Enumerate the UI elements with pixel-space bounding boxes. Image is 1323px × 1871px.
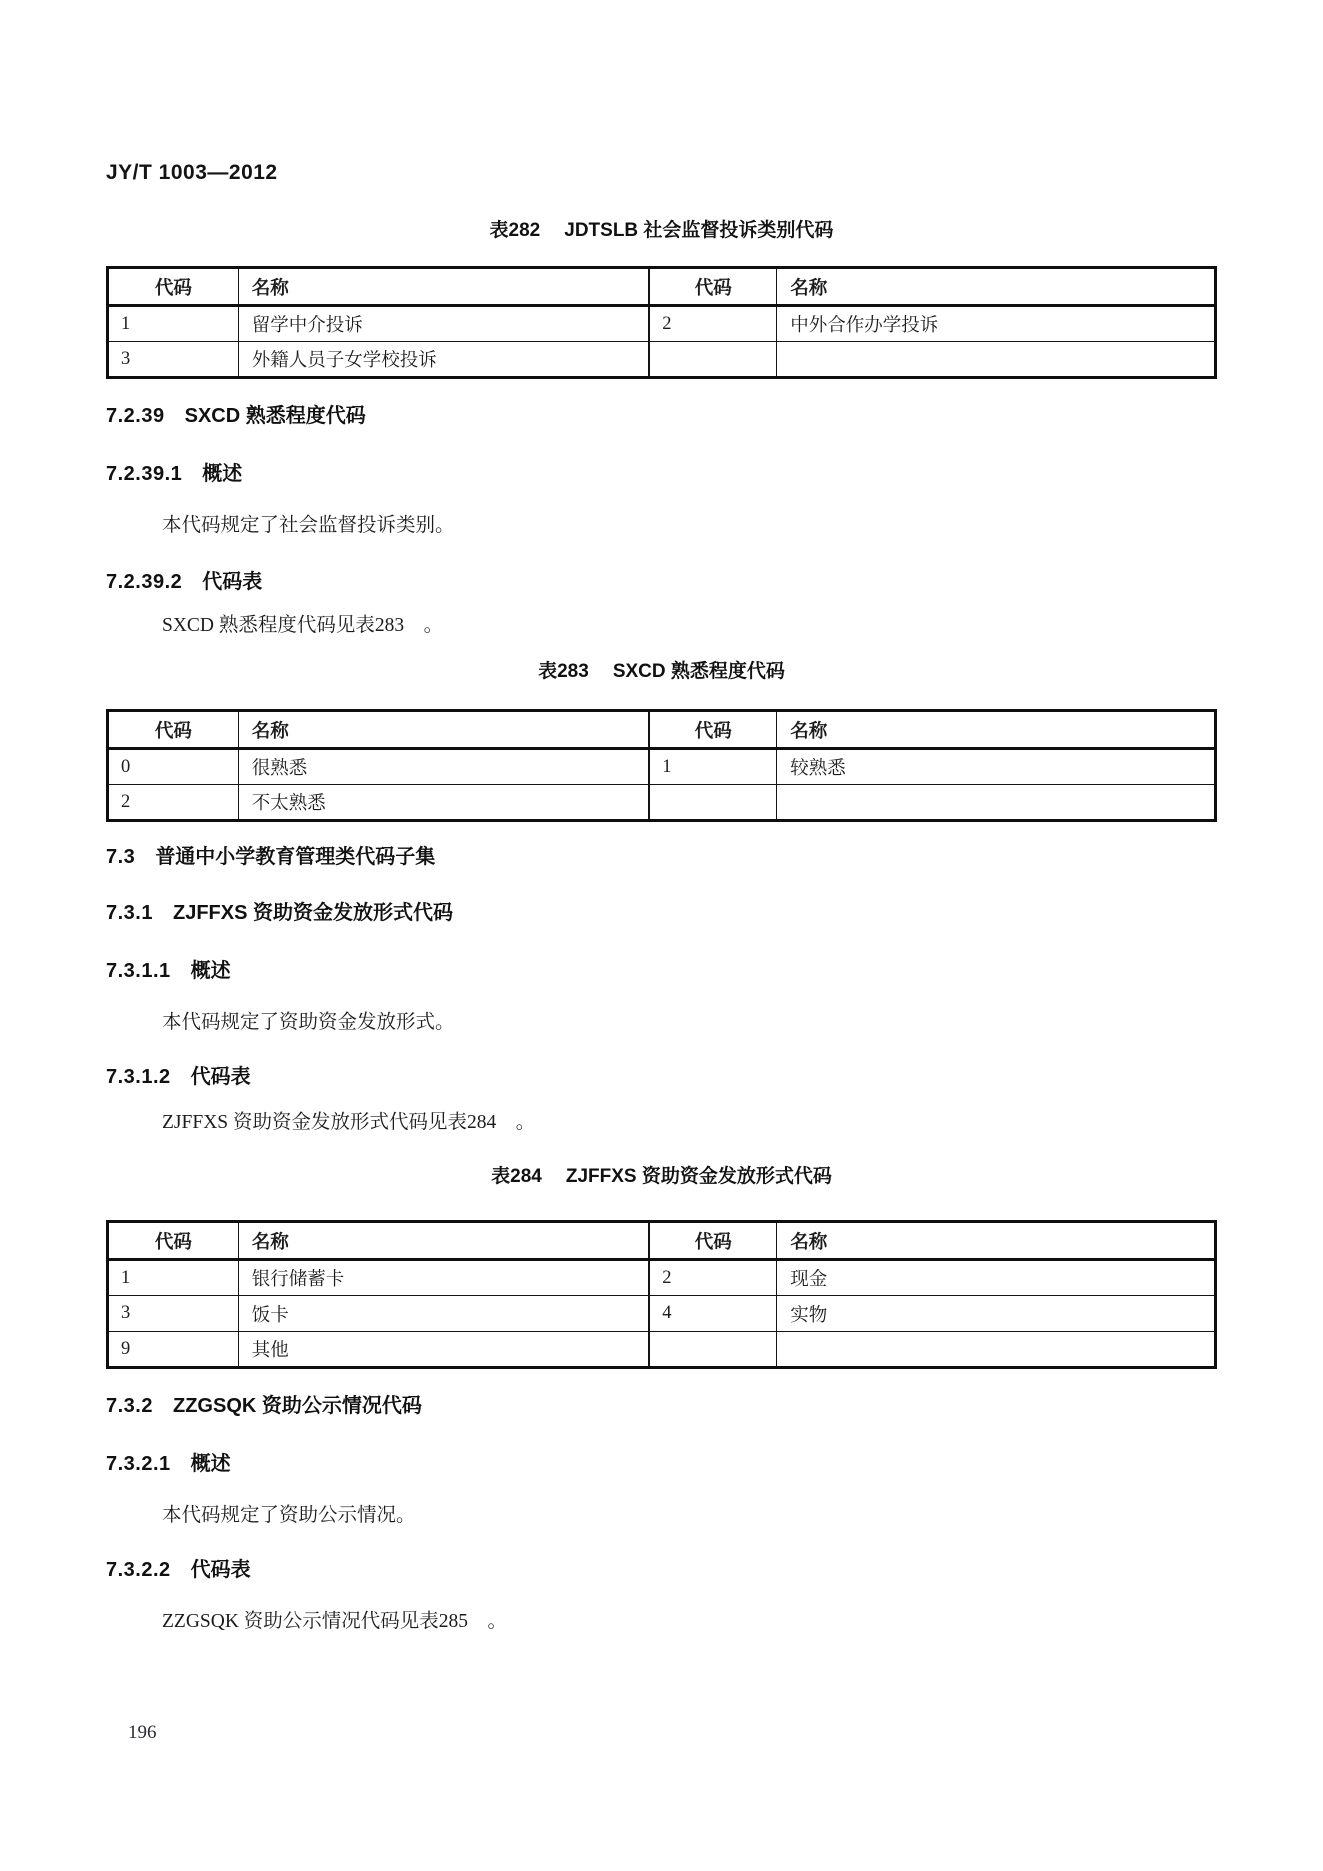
heading-number: 7.3.1.2	[106, 1066, 171, 1088]
table-row	[108, 1296, 1216, 1332]
cell-name: 不太熟悉	[238, 785, 649, 821]
cell-name: 饭卡	[238, 1296, 649, 1332]
heading-number: 7.3.1	[106, 902, 153, 924]
table-283-caption-title: SXCD 熟悉程度代码	[612, 661, 785, 682]
cell-name: 其他	[238, 1332, 649, 1368]
heading-number: 7.2.39.1	[106, 463, 183, 485]
table-header-row	[108, 1222, 1216, 1260]
cell-name: 银行储蓄卡	[238, 1260, 649, 1296]
heading-title: 普通中小学教育管理类代码子集	[155, 846, 436, 868]
heading-title: ZZGSQK 资助公示情况代码	[172, 1395, 422, 1417]
column-header-name: 名称	[238, 1222, 649, 1260]
table-header-row	[108, 711, 1216, 749]
table-row	[108, 1332, 1216, 1368]
cell-code	[649, 342, 776, 378]
column-header-name: 名称	[238, 268, 649, 306]
heading-title: 概述	[190, 960, 231, 982]
table-283-caption	[106, 659, 1217, 685]
cell-name: 现金	[777, 1260, 1216, 1296]
table-row	[108, 749, 1216, 785]
page-content	[106, 0, 1217, 1635]
column-header-code: 代码	[108, 1222, 239, 1260]
cell-code: 2	[649, 1260, 776, 1296]
table-row	[108, 1260, 1216, 1296]
column-header-name: 名称	[238, 711, 649, 749]
paragraph-overview-7-3-1: 本代码规定了资助资金发放形式。	[162, 1012, 455, 1033]
cell-name	[777, 342, 1216, 378]
heading-number: 7.3.1.1	[106, 960, 171, 982]
heading-title: SXCD 熟悉程度代码	[184, 405, 366, 427]
heading-number: 7.3	[106, 846, 136, 868]
column-header-name: 名称	[777, 1222, 1216, 1260]
paragraph-overview-7-2-39: 本代码规定了社会监督投诉类别。	[162, 515, 455, 536]
heading-title: ZJFFXS 资助资金发放形式代码	[172, 902, 453, 924]
paragraph-overview-7-3-2: 本代码规定了资助公示情况。	[162, 1505, 416, 1526]
column-header-code: 代码	[649, 268, 776, 306]
heading-7-2-39-1	[106, 461, 1217, 487]
page-number: 196	[128, 1722, 157, 1743]
heading-7-3-2-1	[106, 1451, 1217, 1477]
table-284-caption-label: 表284	[491, 1166, 542, 1187]
heading-number: 7.2.39	[106, 405, 165, 427]
heading-7-3-1	[106, 900, 1217, 926]
column-header-name: 名称	[777, 268, 1216, 306]
column-header-code: 代码	[108, 268, 239, 306]
heading-title: 代码表	[190, 1559, 251, 1581]
cell-name: 实物	[777, 1296, 1216, 1332]
table-row	[108, 785, 1216, 821]
cell-code	[649, 785, 776, 821]
paragraph-see-table-283: SXCD 熟悉程度代码见表283 。	[162, 615, 444, 636]
table-row	[108, 306, 1216, 342]
table-283-caption-label: 表283	[538, 661, 589, 682]
heading-title: 概述	[190, 1453, 231, 1475]
heading-number: 7.3.2.1	[106, 1453, 171, 1475]
cell-name: 外籍人员子女学校投诉	[238, 342, 649, 378]
heading-title: 代码表	[202, 571, 263, 593]
cell-code: 9	[108, 1332, 239, 1368]
heading-title: 代码表	[190, 1066, 251, 1088]
heading-7-2-39	[106, 403, 1217, 429]
cell-code: 2	[108, 785, 239, 821]
column-header-code: 代码	[108, 711, 239, 749]
cell-name: 中外合作办学投诉	[777, 306, 1216, 342]
heading-title: 概述	[202, 463, 243, 485]
table-284-caption	[106, 1164, 1217, 1190]
column-header-code: 代码	[649, 711, 776, 749]
cell-code: 3	[108, 342, 239, 378]
cell-code: 1	[649, 749, 776, 785]
heading-7-3-1-1	[106, 958, 1217, 984]
heading-7-3-1-2	[106, 1064, 1217, 1090]
cell-code: 1	[108, 306, 239, 342]
cell-code: 4	[649, 1296, 776, 1332]
heading-7-2-39-2	[106, 569, 1217, 595]
cell-code	[649, 1332, 776, 1368]
table-header-row	[108, 268, 1216, 306]
table-282	[106, 266, 1217, 379]
paragraph-see-table-285: ZZGSQK 资助公示情况代码见表285 。	[162, 1611, 508, 1632]
cell-name: 留学中介投诉	[238, 306, 649, 342]
table-282-caption	[106, 218, 1217, 244]
cell-name	[777, 1332, 1216, 1368]
cell-name	[777, 785, 1216, 821]
cell-code: 2	[649, 306, 776, 342]
column-header-name: 名称	[777, 711, 1216, 749]
cell-code: 1	[108, 1260, 239, 1296]
table-row	[108, 342, 1216, 378]
standard-number: JY/T 1003—2012	[106, 161, 278, 184]
table-284	[106, 1220, 1217, 1369]
cell-name: 较熟悉	[777, 749, 1216, 785]
cell-code: 0	[108, 749, 239, 785]
paragraph-see-table-284: ZJFFXS 资助资金发放形式代码见表284 。	[162, 1112, 536, 1133]
heading-number: 7.3.2	[106, 1395, 153, 1417]
heading-7-3-2-2	[106, 1557, 1217, 1583]
cell-code: 3	[108, 1296, 239, 1332]
heading-7-3-2	[106, 1393, 1217, 1419]
table-283	[106, 709, 1217, 822]
heading-number: 7.3.2.2	[106, 1559, 171, 1581]
table-282-caption-label: 表282	[489, 220, 541, 241]
column-header-code: 代码	[649, 1222, 776, 1260]
table-284-caption-title: ZJFFXS 资助资金发放形式代码	[565, 1166, 832, 1187]
heading-number: 7.2.39.2	[106, 571, 183, 593]
cell-name: 很熟悉	[238, 749, 649, 785]
heading-7-3	[106, 844, 1217, 870]
table-282-caption-title: JDTSLB 社会监督投诉类别代码	[564, 220, 834, 241]
